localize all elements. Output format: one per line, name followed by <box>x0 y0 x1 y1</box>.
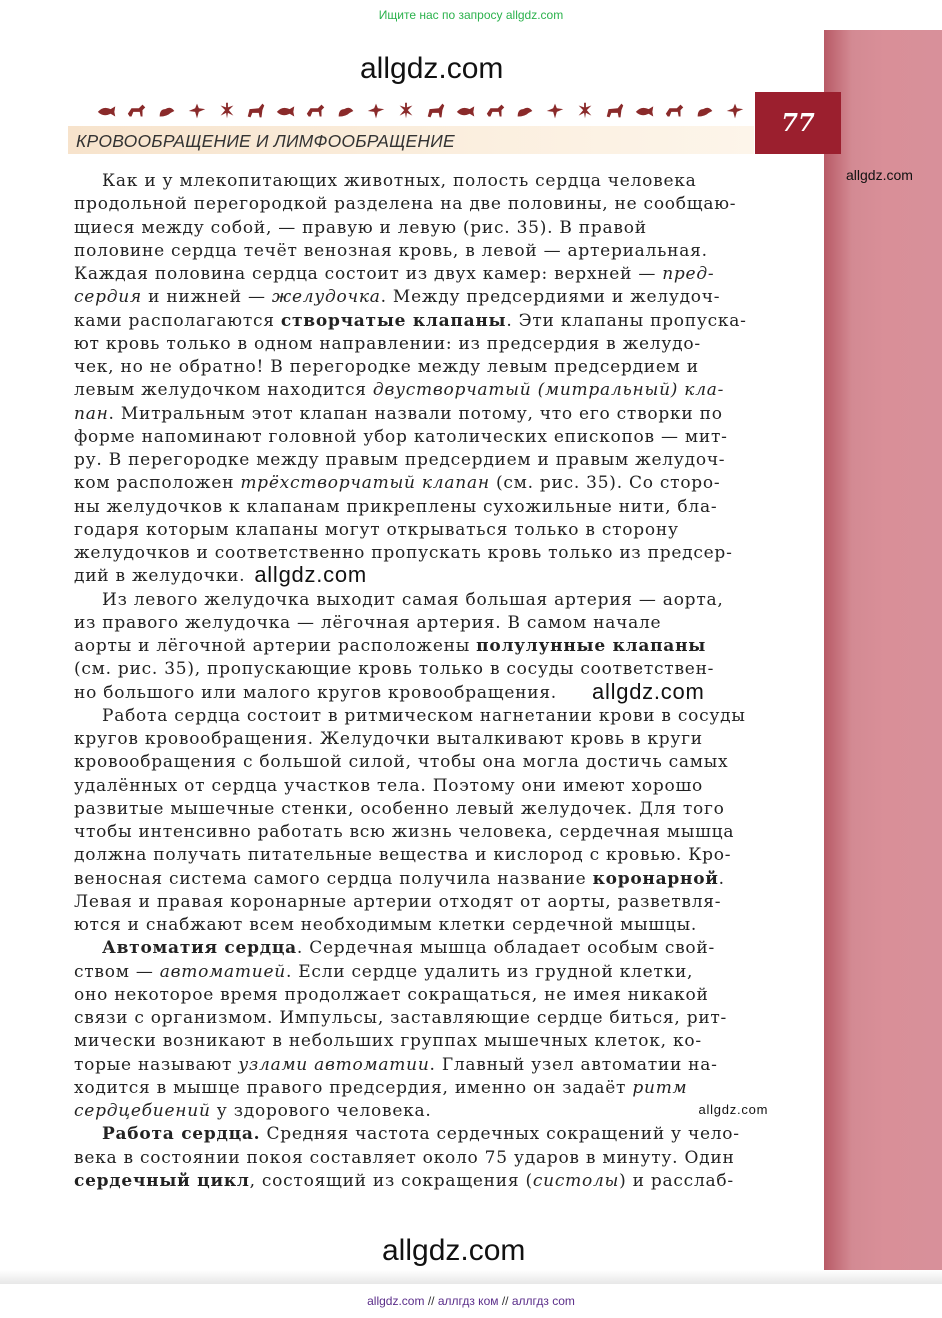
text-word: . Между предсердиями и желудоч- <box>380 287 721 308</box>
text-word: ют кровь только в одном направлении: из предсердия в желудо- <box>74 333 701 354</box>
bird-icon <box>335 100 357 122</box>
bottom-link-1[interactable]: allgdz.com <box>367 1294 425 1308</box>
text-word: из правого желудочка — лёгочная артерия. В самом начале <box>74 612 662 633</box>
text-line <box>74 562 812 588</box>
text-line <box>74 1054 812 1077</box>
text-line <box>74 891 812 914</box>
term-bold: полулунные клапаны <box>476 636 707 656</box>
text-span <box>74 1170 734 1193</box>
text-word: ру. В перегородке между правым предсердием и правым желудоч- <box>74 450 726 470</box>
text-line <box>74 263 812 286</box>
text-span <box>74 868 725 891</box>
text-word: ны желудочков к клапанам прикреплены сухожильные нити, бла- <box>74 496 718 517</box>
bird-icon <box>186 100 208 122</box>
chapter-title: КРОВООБРАЩЕНИЕ И ЛИМФООБРАЩЕНИЕ <box>76 131 455 151</box>
text-word: ходится в мышце правого предсердия, именно он задаёт <box>74 1077 633 1098</box>
text-line <box>74 356 812 379</box>
text-word: чек, но не обратно! В перегородке между левым предсердием и <box>74 357 699 377</box>
text-word: щиеся между собой, — правую и левую (рис. 35). В правой <box>74 217 647 238</box>
text-line <box>74 658 812 681</box>
text-word: удалённых от сердца участков тела. Поэтому они имеют хорошо <box>74 775 704 796</box>
page-number: 77 <box>755 92 841 154</box>
text-word: . Митральным этот клапан назвали потому, что его створки по <box>108 403 723 424</box>
crocodile-icon <box>126 100 148 122</box>
text-span <box>74 379 724 402</box>
text-word: торые называют <box>74 1054 239 1075</box>
text-word: аорты и лёгочной артерии расположены <box>74 636 477 656</box>
text-line <box>74 240 812 263</box>
term-bold: Работа сердца. <box>102 1124 261 1145</box>
page-fold-shadow <box>0 1270 942 1284</box>
decorative-animal-row <box>96 98 746 124</box>
fish-icon <box>96 100 118 122</box>
text-line <box>74 635 812 658</box>
text-word: ком расположен <box>74 473 241 494</box>
bird-icon <box>485 100 507 122</box>
frog-icon <box>574 100 596 122</box>
text-line <box>74 472 812 495</box>
text-line <box>74 426 812 449</box>
lion-icon <box>365 100 387 122</box>
watermark-side: allgdz.com <box>846 167 913 183</box>
text-word: . <box>718 868 725 889</box>
separator: // <box>427 1294 435 1308</box>
text-line <box>74 379 812 402</box>
text-word: половине сердца течёт венозная кровь, в левой — артериальная. <box>74 240 708 261</box>
insect-icon <box>604 100 626 122</box>
dinosaur-icon <box>305 100 327 122</box>
text-line <box>74 844 812 867</box>
text-span <box>74 1077 687 1100</box>
text-span <box>74 1054 718 1077</box>
text-word: кругов кровообращения. Желудочки выталкивают кровь в круги <box>74 729 703 749</box>
text-line <box>74 170 812 193</box>
text-line <box>74 333 812 356</box>
term-bold: створчатые клапаны <box>280 310 507 331</box>
watermark-bottom: allgdz.com <box>382 1234 526 1267</box>
whale-icon <box>514 100 536 122</box>
watermark-mid1: allgdz.com <box>254 562 367 588</box>
watermark-small: allgdz.com <box>698 1102 769 1117</box>
text-line <box>74 821 812 844</box>
bottom-link-2[interactable]: аллгдз ком <box>437 1294 499 1308</box>
watermark-top: allgdz.com <box>360 52 504 85</box>
frog-icon <box>156 100 178 122</box>
text-word: кровообращения с большой силой, чтобы она могла достичь самых <box>74 752 729 773</box>
text-word: века в состоянии покоя составляет около 75 ударов в минуту. Один <box>74 1147 735 1168</box>
term-italic: трёхстворчатый клапан <box>240 473 490 494</box>
insect-icon <box>216 100 238 122</box>
text-line <box>74 542 812 565</box>
text-span <box>74 286 720 309</box>
text-line <box>74 775 812 798</box>
bottom-link-3[interactable]: аллгдз com <box>511 1294 575 1308</box>
text-word: , состоящий из сокращения ( <box>249 1170 533 1191</box>
text-word: должна получать питательные вещества и кислород с кровью. Кро- <box>74 845 732 866</box>
bull-icon <box>634 100 656 122</box>
text-word: форме напоминают головной убор католических епископов — мит- <box>74 426 728 447</box>
text-word: и нижней — <box>141 287 272 308</box>
text-word: Каждая половина сердца состоит из двух камер: верхней — <box>74 264 663 284</box>
scorpion-icon <box>425 100 447 122</box>
horse-icon <box>455 100 477 122</box>
text-line <box>74 961 812 984</box>
term-bold: сердечный цикл <box>74 1170 250 1191</box>
term-italic: желудочка <box>271 287 381 308</box>
bottom-links-bar <box>0 1290 942 1312</box>
horse-icon <box>245 100 267 122</box>
insect-icon <box>395 100 417 122</box>
text-word: Работа сердца состоит в ритмическом нагнетании крови в сосуды <box>102 705 746 726</box>
term-bold: Автоматия сердца <box>102 938 297 959</box>
text-line <box>74 1030 812 1053</box>
text-line <box>74 612 812 635</box>
text-line <box>74 193 812 216</box>
text-word: ством — <box>74 961 160 982</box>
text-word: . Сердечная мышца обладает особым свой- <box>296 938 715 959</box>
butterfly-icon <box>724 100 746 122</box>
term-italic: ритм <box>632 1077 688 1098</box>
text-word: . Главный узел автоматии на- <box>429 1054 718 1075</box>
text-line <box>74 217 812 240</box>
text-line <box>74 868 812 891</box>
text-line <box>74 1100 812 1123</box>
term-italic: систолы <box>532 1170 620 1191</box>
text-line <box>74 496 812 519</box>
text-word: годаря которым клапаны могут открываться только в сторону <box>74 519 679 540</box>
text-line <box>74 728 812 751</box>
text-word: веносная система самого сердца получила название <box>74 868 593 889</box>
text-word: Левая и правая коронарные артерии отходят от аорты, разветвля- <box>74 891 722 912</box>
text-span <box>74 1100 432 1123</box>
text-line <box>74 1170 812 1193</box>
text-line <box>74 937 812 960</box>
text-span <box>102 937 715 960</box>
text-span <box>102 1123 740 1146</box>
text-line <box>74 678 812 705</box>
text-span <box>74 403 723 426</box>
text-span <box>74 310 747 333</box>
kangaroo-icon <box>275 100 297 122</box>
text-line <box>74 798 812 821</box>
text-word: ются и снабжают всем необходимым клетки сердечной мышцы. <box>74 915 698 935</box>
text-word: чтобы интенсивно работать всю жизнь человека, сердечная мышца <box>74 822 735 842</box>
page-edge-band <box>824 30 942 1282</box>
term-italic: сердцебиений <box>74 1101 211 1121</box>
text-line <box>74 449 812 472</box>
text-line <box>74 403 812 426</box>
term-italic: пан <box>74 403 109 424</box>
text-line <box>74 1123 812 1146</box>
text-line <box>74 914 812 937</box>
deer-icon <box>664 100 686 122</box>
text-line <box>74 286 812 309</box>
top-banner[interactable]: Ищите нас по запросу allgdz.com <box>378 8 564 22</box>
text-line <box>74 751 812 774</box>
rabbit-icon <box>694 100 716 122</box>
term-italic: автоматией <box>159 961 286 982</box>
text-line <box>74 1007 812 1030</box>
text-line <box>74 310 812 333</box>
text-word: (см. рис. 35), пропускающие кровь только в сосуды соответствен- <box>74 659 715 680</box>
term-italic: узлами автоматии <box>238 1054 430 1075</box>
term-italic: двустворчатый (митральный) кла- <box>372 380 725 401</box>
text-word: у здорового человека. <box>210 1101 432 1121</box>
text-word: (см. рис. 35). Со сторо- <box>489 473 721 494</box>
text-word: развитые мышечные стенки, особенно левый желудочек. Для того <box>74 798 725 819</box>
text-word: желудочков и соответственно пропускать кровь только из предсер- <box>74 543 733 563</box>
text-word: но большого или малого кругов кровообращения. <box>74 682 557 703</box>
watermark-mid2: allgdz.com <box>591 678 705 704</box>
text-line <box>74 1147 812 1170</box>
text-word: Как и у млекопитающих животных, полость сердца человека <box>102 171 697 191</box>
text-word: Из левого желудочка выходит самая большая артерия — аорта, <box>102 589 724 610</box>
text-line <box>74 984 812 1007</box>
text-word: левым желудочком находится <box>74 380 373 401</box>
text-word: Средняя частота сердечных сокращений у чело- <box>260 1124 740 1145</box>
term-italic: сердия <box>74 287 142 308</box>
text-span <box>74 263 714 286</box>
separator: // <box>501 1294 509 1308</box>
body-text <box>74 170 812 1193</box>
text-line <box>74 519 812 542</box>
text-word: ками располагаются <box>74 310 281 331</box>
term-italic: пред- <box>662 264 715 284</box>
text-word: связи с организмом. Импульсы, заставляющие сердце биться, рит- <box>74 1008 728 1028</box>
term-bold: коронарной <box>592 868 719 889</box>
dog-icon <box>544 100 566 122</box>
text-word: . Эти клапаны пропуска- <box>506 310 747 331</box>
text-word: оно некоторое время продолжает сокращаться, не имея никакой <box>74 984 709 1005</box>
text-line <box>74 1077 812 1100</box>
text-word: ) и расслаб- <box>619 1170 734 1191</box>
text-span <box>74 961 693 984</box>
text-line <box>74 705 812 728</box>
text-line <box>74 589 812 612</box>
text-word: мически возникают в небольших группах мышечных клеток, ко- <box>74 1031 702 1052</box>
text-word: продольной перегородкой разделена на две половины, не сообщаю- <box>74 194 737 215</box>
text-word: дий в желудочки. <box>74 566 246 587</box>
text-span <box>74 472 720 495</box>
text-span <box>74 635 706 658</box>
text-word: . Если сердце удалить из грудной клетки, <box>285 961 694 982</box>
